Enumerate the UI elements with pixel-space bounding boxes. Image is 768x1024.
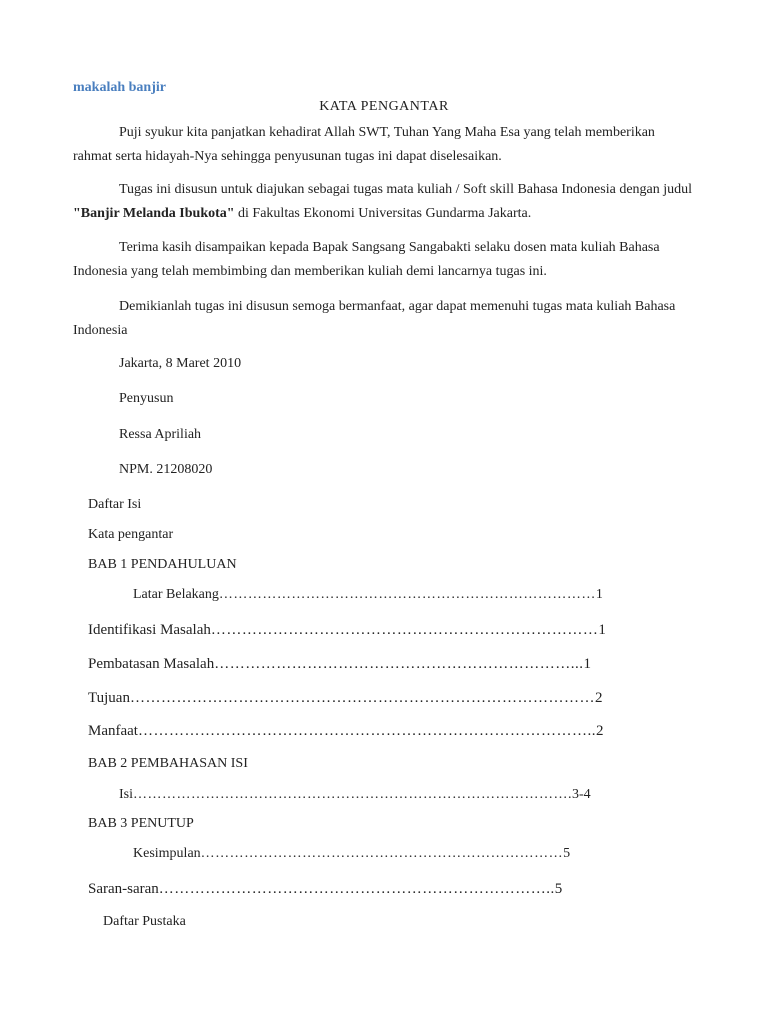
toc-entry-leader: ……………………………………………………………...	[214, 656, 584, 672]
toc-entry-leader: ……………………………………………………………………………..	[137, 723, 596, 739]
toc-entry-label: BAB 2 PEMBAHASAN ISI	[88, 756, 248, 771]
paragraph-1-text: Puji syukur kita panjatkan kehadirat Allah SWT, Tuhan Yang Maha Esa yang telah memberikan rahmat serta hidayah-Nya sehingga penyusunan tugas ini dapat diselesaikan.	[73, 125, 655, 164]
toc-entry-page: 3-4	[572, 787, 591, 802]
paragraph-3-text: Terima kasih disampaikan kepada Bapak Sangsang Sangabakti selaku dosen mata kuliah Bahasa Indonesia yang telah membimbing dan memberikan kuliah demi lancarnya tugas ini.	[73, 240, 660, 279]
toc-entry-page: 1	[583, 656, 591, 672]
toc-entry-label: Latar Belakang	[133, 587, 219, 602]
signature-role: Penyusun	[119, 391, 174, 406]
paragraph-2	[73, 178, 697, 226]
toc-entry-page: 5	[554, 881, 563, 897]
toc-entry-label: Daftar Pustaka	[103, 914, 186, 929]
paragraph-2-text-before: Tugas ini disusun untuk diajukan sebagai tugas mata kuliah / Soft skill Bahasa Indonesia dengan judul	[119, 182, 693, 197]
toc-entry	[88, 622, 606, 639]
toc-entry	[88, 557, 237, 573]
paragraph-1	[73, 121, 697, 169]
toc-entry-page: 2	[594, 690, 603, 706]
toc-entry-page: 1	[595, 587, 603, 602]
page-heading: KATA PENGANTAR	[319, 99, 449, 114]
toc-entry-leader: …………………………………………………………………..	[158, 881, 555, 897]
toc-entry-label: Saran-saran	[88, 881, 159, 897]
toc-entry-label: Tujuan	[88, 690, 130, 706]
toc-entry	[133, 846, 570, 862]
toc-title: Daftar Isi	[88, 497, 142, 512]
toc-entry-leader: ……………………………………………………………………………….	[133, 787, 572, 802]
toc-entry-label: BAB 1 PENDAHULUAN	[88, 557, 237, 572]
toc-entry	[133, 587, 603, 603]
toc-entry-leader: ………………………………………………………………………………	[129, 690, 595, 706]
toc-entry	[88, 723, 603, 740]
signature-name: Ressa Apriliah	[119, 427, 202, 442]
paragraph-4	[73, 295, 697, 343]
toc-entry-leader: …………………………………………………………………	[210, 622, 599, 638]
toc-entry-label: Pembatasan Masalah	[88, 656, 215, 672]
toc-entry	[88, 881, 562, 898]
document-title[interactable]: makalah banjir	[73, 80, 166, 95]
toc-entry	[88, 816, 194, 832]
toc-entry	[119, 787, 591, 803]
signature-place-date: Jakarta, 8 Maret 2010	[119, 356, 242, 371]
toc-entry-label: Identifikasi Masalah	[88, 622, 211, 638]
toc-entry-label: Kata pengantar	[88, 527, 174, 542]
toc-entry-label: Manfaat	[88, 723, 138, 739]
toc-entry	[88, 756, 248, 772]
toc-entry-leader: ……………………………………………………………………	[218, 587, 596, 602]
toc-entry-page: 2	[595, 723, 604, 739]
toc-entry-page: 5	[563, 846, 571, 861]
paragraph-2-title-bold: "Banjir Melanda Ibukota"	[73, 206, 235, 221]
toc-entry-label: Kesimpulan	[133, 846, 201, 861]
paragraph-2-text-after: di Fakultas Ekonomi Universitas Gundarma Jakarta.	[234, 206, 532, 221]
toc-entry-label: Isi	[119, 787, 133, 802]
toc-entry	[88, 527, 173, 543]
toc-entry	[88, 690, 602, 707]
toc-entry-leader: …………………………………………………………………	[200, 846, 564, 861]
paragraph-3	[73, 236, 697, 284]
toc-entry	[103, 914, 186, 930]
toc-entry-label: BAB 3 PENUTUP	[88, 816, 194, 831]
toc-entry-page: 1	[598, 622, 606, 638]
signature-npm: NPM. 21208020	[119, 462, 213, 477]
toc-entry	[88, 656, 591, 673]
paragraph-4-text: Demikianlah tugas ini disusun semoga bermanfaat, agar dapat memenuhi tugas mata kuliah Bahasa Indonesia	[73, 299, 676, 338]
